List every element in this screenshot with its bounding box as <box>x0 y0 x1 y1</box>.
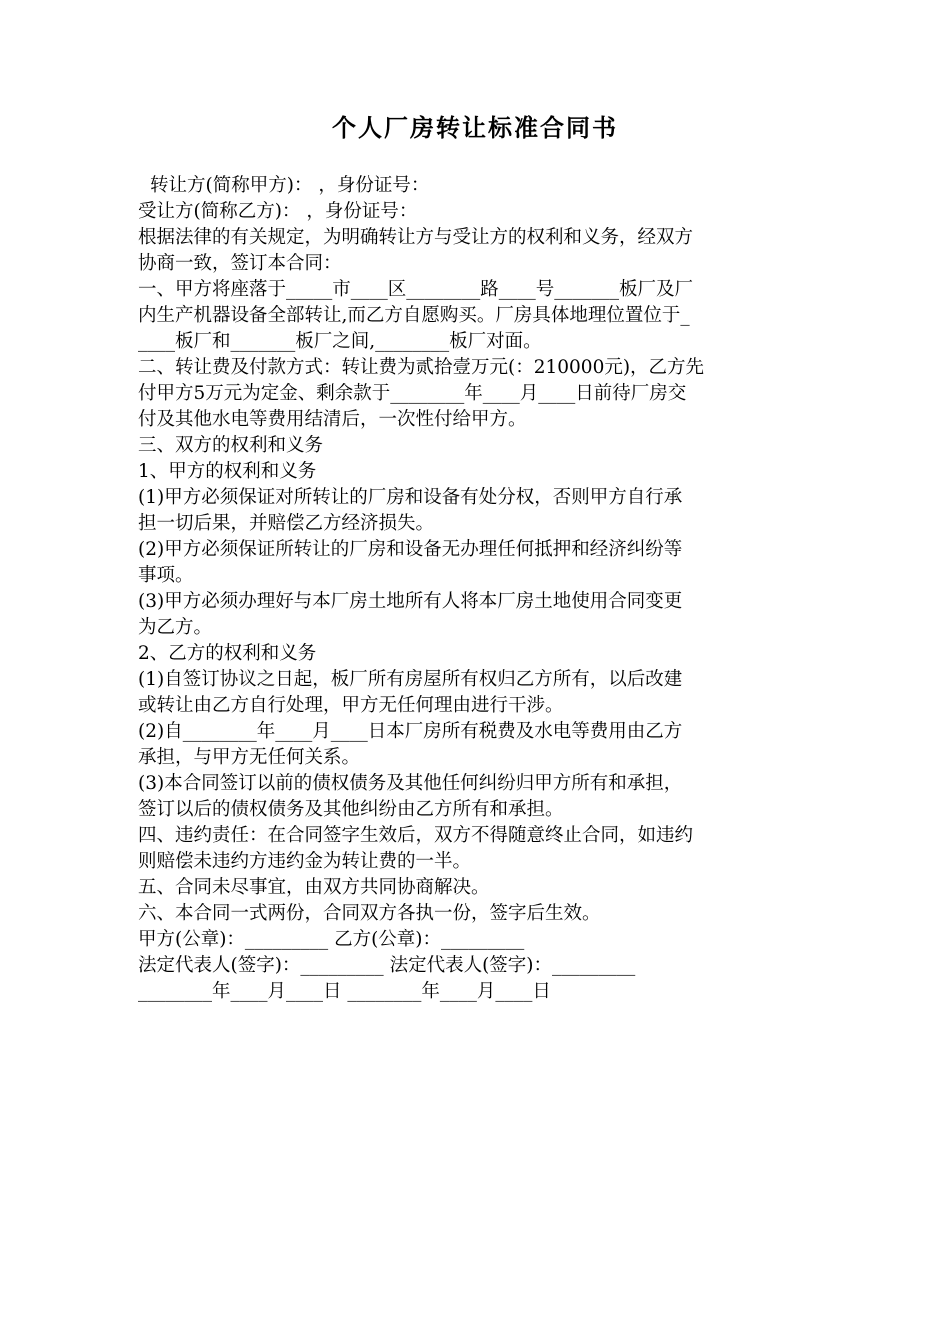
preamble-line: 协商一致，签订本合同： <box>138 253 342 274</box>
clause-line: 内生产机器设备全部转让,而乙方自愿购买。厂房具体地理位置位于_ <box>138 305 690 326</box>
clause-line: 五、合同未尽事宜，由双方共同协商解决。 <box>138 877 490 898</box>
date-line: ________年____月____日 ________年____月____日 <box>138 981 551 1002</box>
clause-line: 或转让由乙方自行处理，甲方无任何理由进行干涉。 <box>138 695 564 716</box>
clause-line: 则赔偿未违约方违约金为转让费的一半。 <box>138 851 472 872</box>
transferee-line: 受让方(简称乙方)： ，身份证号： <box>138 201 418 222</box>
clause-line: 二、转让费及付款方式：转让费为贰拾壹万元(：210000元)，乙方先 <box>138 357 705 378</box>
document-title: 个人厂房转让标准合同书 <box>332 114 618 142</box>
clause-line: (3)甲方必须办理好与本厂房土地所有人将本厂房土地使用合同变更 <box>138 591 683 612</box>
subsection-heading: 1、甲方的权利和义务 <box>138 461 317 482</box>
clause-line: ____板厂和_______板厂之间,________板厂对面。 <box>138 331 542 352</box>
clause-line: 付甲方5万元为定金、剩余款于________年____月____日前待厂房交 <box>138 383 687 404</box>
signature-line: 法定代表人(签字)：_________ 法定代表人(签字)：_________ <box>138 955 636 976</box>
clause-line: (3)本合同签订以前的债权债务及其他任何纠纷归甲方所有和承担， <box>138 773 683 794</box>
clause-line: 为乙方。 <box>138 617 213 638</box>
preamble-line: 根据法律的有关规定，为明确转让方与受让方的权利和义务，经双方 <box>138 227 694 248</box>
clause-line: (1)甲方必须保证对所转让的厂房和设备有处分权，否则甲方自行承 <box>138 487 683 508</box>
subsection-heading: 2、乙方的权利和义务 <box>138 643 317 664</box>
clause-line: 六、本合同一式两份，合同双方各执一份，签字后生效。 <box>138 903 601 924</box>
clause-line: (2)自________年____月____日本厂房所有税费及水电等费用由乙方 <box>138 721 683 742</box>
contract-body <box>138 173 818 1005</box>
seal-line: 甲方(公章)：_________ 乙方(公章)：_________ <box>138 929 525 950</box>
clause-line: (2)甲方必须保证所转让的厂房和设备无办理任何抵押和经济纠纷等 <box>138 539 683 560</box>
clause-line: 四、违约责任：在合同签字生效后，双方不得随意终止合同，如违约 <box>138 825 694 846</box>
section-heading: 三、双方的权利和义务 <box>138 435 324 456</box>
clause-line: 事项。 <box>138 565 194 586</box>
clause-line: 签订以后的债权债务及其他纠纷由乙方所有和承担。 <box>138 799 564 820</box>
clause-line: 一、甲方将座落于_____市____区________路____号_______板厂及厂 <box>138 279 694 300</box>
clause-line: 承担，与甲方无任何关系。 <box>138 747 361 768</box>
clause-line: 付及其他水电等费用结清后，一次性付给甲方。 <box>138 409 527 430</box>
clause-line: 担一切后果，并赔偿乙方经济损失。 <box>138 513 435 534</box>
clause-line: (1)自签订协议之日起，板厂所有房屋所有权归乙方所有，以后改建 <box>138 669 683 690</box>
transferor-line: 转让方(简称甲方)： ，身份证号： <box>150 175 430 196</box>
